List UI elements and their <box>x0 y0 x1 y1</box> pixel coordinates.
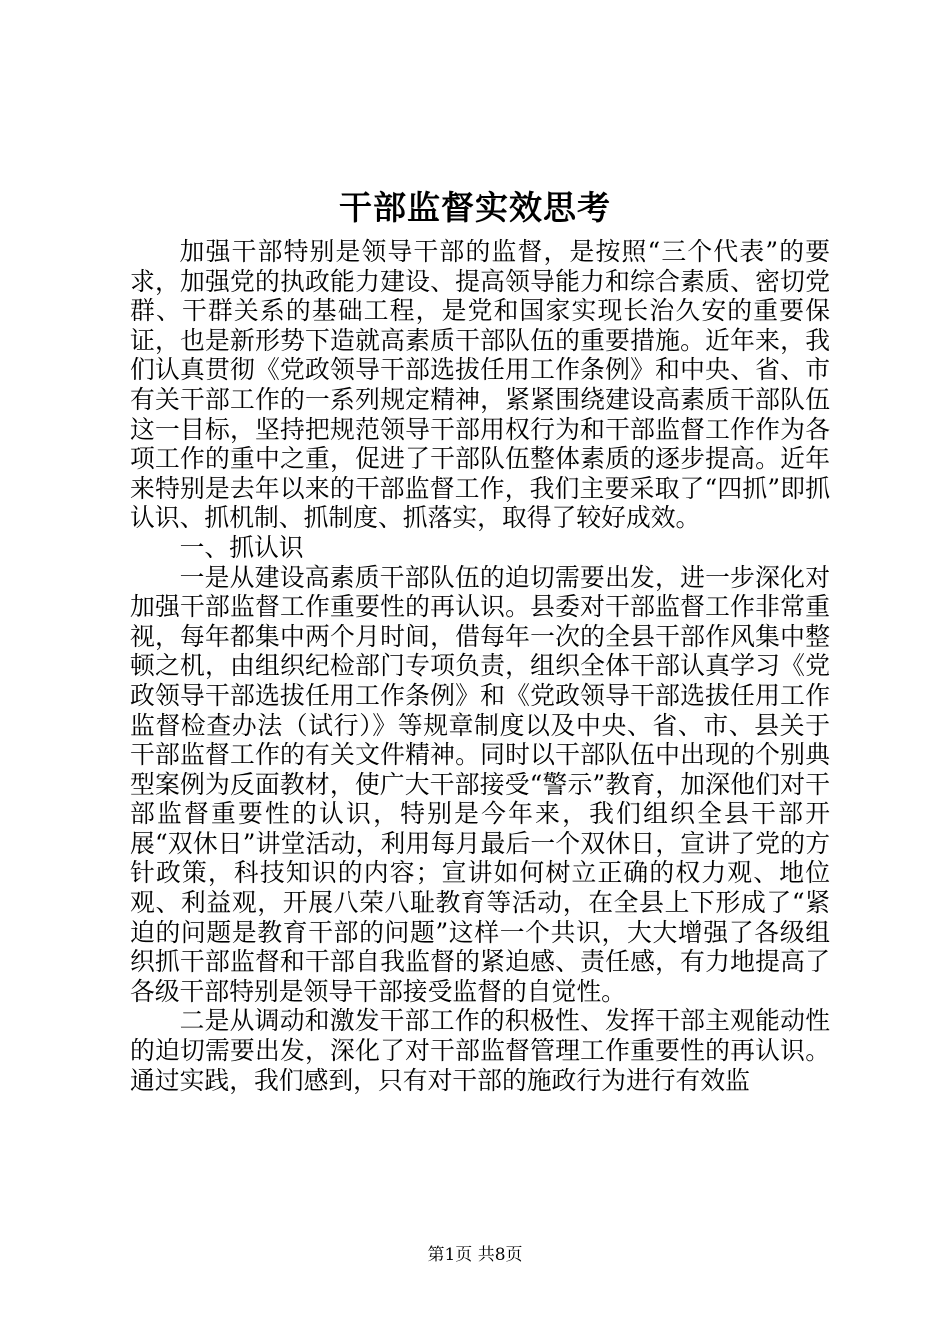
section-heading-1: 一、抓认识 <box>179 532 304 562</box>
paragraph-point-1: 一是从建设高素质干部队伍的迫切需要出发，进一步深化对加强干部监督工作重要性的再认识。县委对干部监督工作非常重视，每年都集中两个月时间，借每年一次的全县干部作风集中整顿之机，由组织纪检部门专项负责，组织全体干部认真学习《党政领导干部选拔任用工作条例》和《党政领导干部选拔任用工作监督检查办法（试行）》等规章制度以及中央、省、市、县关于干部监督工作的有关文件精神。同时以干部队伍中出现的个别典型案例为反面教材，使广大干部接受“警示”教育，加深他们对干部监督重要性的认识，特别是今年来，我们组织全县干部开展“双休日”讲堂活动，利用每月最后一个双休日，宣讲了党的方针政策，科技知识的内容；宣讲如何树立正确的权力观、地位观、利益观，开展八荣八耻教育等活动，在全县上下形成了“紧迫的问题是教育干部的问题”这样一个共识，大大增强了各级组织抓干部监督和干部自我监督的紧迫感、责任感，有力地提高了各级干部特别是领导干部接受监督的自觉性。 <box>130 562 830 1006</box>
document-title: 干部监督实效思考 <box>339 188 611 227</box>
page-number-footer: 第1页 共8页 <box>427 1245 523 1265</box>
paragraph-intro: 加强干部特别是领导干部的监督，是按照“三个代表”的要求，加强党的执政能力建设、提高领导能力和综合素质、密切党群、干群关系的基础工程，是党和国家实现长治久安的重要保证，也是新形势下造就高素质干部队伍的重要措施。近年来，我们认真贯彻《党政领导干部选拔任用工作条例》和中央、省、市有关干部工作的一系列规定精神，紧紧围绕建设高素质干部队伍这一目标，坚持把规范领导干部用权行为和干部监督工作作为各项工作的重中之重，促进了干部队伍整体素质的逐步提高。近年来特别是去年以来的干部监督工作，我们主要采取了“四抓”即抓认识、抓机制、抓制度、抓落实，取得了较好成效。 <box>130 237 830 533</box>
document-body <box>130 237 830 1095</box>
paragraph-point-2: 二是从调动和激发干部工作的积极性、发挥干部主观能动性的迫切需要出发，深化了对干部监督管理工作重要性的再认识。通过实践，我们感到，只有对干部的施政行为进行有效监 <box>130 1006 830 1095</box>
